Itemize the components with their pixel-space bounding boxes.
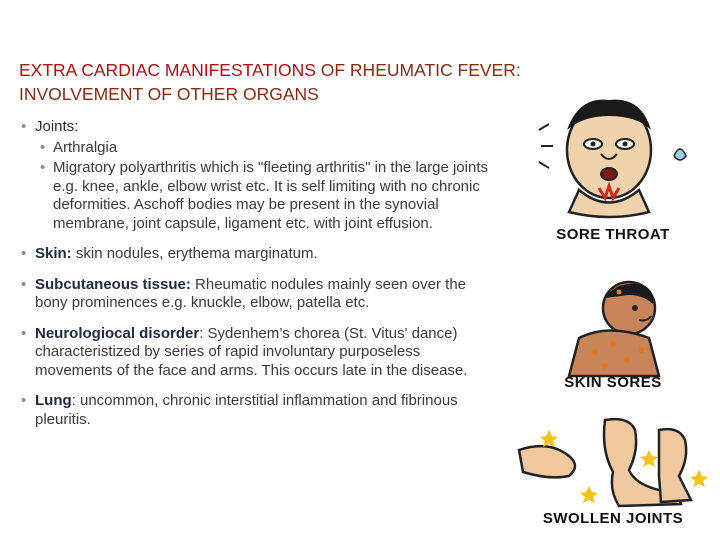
bullet-lung <box>20 392 500 429</box>
skin-sores-panel <box>509 268 717 398</box>
joints-label: Joints <box>35 118 75 135</box>
bullet-dot: • <box>21 275 27 293</box>
skin-label: Skin: <box>35 245 72 262</box>
skin-text: skin nodules, erythema marginatum. <box>71 245 318 262</box>
arthralgia-text: Arthralgia <box>53 138 118 156</box>
skin-sores-caption: SKIN SORES <box>564 374 662 391</box>
swollen-joints-caption: SWOLLEN JOINTS <box>542 510 684 527</box>
lung-label: Lung <box>35 392 72 409</box>
swollen-joints-panel <box>509 410 717 530</box>
skin-sores-illustration <box>509 268 717 378</box>
sore-throat-caption: SORE THROAT <box>556 226 670 243</box>
subcutaneous-label: Subcutaneous tissue: <box>35 275 191 293</box>
joints-sub-list <box>20 139 500 234</box>
subcutaneous-text: Rheumatic nodules mainly seen over the bony prominences e.g. knuckle, elbow, patella etc. <box>35 275 467 311</box>
bullet-skin <box>20 245 500 264</box>
polyarthritis-text: Migratory polyarthritis which is "fleeting arthritis" in the large joints e.g. knee, ankle, elbow wrist etc. It is self limiting with no chronic deformities. Aschoff bodies may be present in the synovial membrane, joint capsule, ligament etc. with joint effusion. <box>53 159 488 232</box>
bullet-dot: • <box>40 159 46 176</box>
sub-bullet-arthralgia <box>20 139 500 158</box>
bullet-dot: • <box>40 138 46 156</box>
bullet-dot: • <box>21 118 27 135</box>
sub-bullet-polyarthritis <box>20 159 500 233</box>
swollen-joints-illustration <box>509 410 717 510</box>
bullet-dot: • <box>21 324 27 342</box>
bullet-dot: • <box>21 392 27 409</box>
neurological-text: : Sydenhem’s chorea (St. Vitus' dance) characteristized by series of rapid involuntary purposeless movements of the face and arms. This occurs late in the disease. <box>35 324 468 379</box>
joints-colon: : <box>74 118 79 135</box>
bullet-joints <box>20 118 500 233</box>
lung-text: : uncommon, chronic interstitial inflammation and fibrinous pleuritis. <box>35 392 458 428</box>
sore-throat-illustration <box>509 90 717 220</box>
illustration-panel <box>509 90 717 530</box>
bullet-subcutaneous <box>20 276 500 313</box>
neurological-label: Neurologiocal disorder <box>35 324 200 342</box>
title-rest: OF RHEUMATIC FEVER: <box>315 60 521 80</box>
sore-throat-panel <box>509 90 717 250</box>
bullet-list <box>20 118 500 441</box>
title-line-2: INVOLVEMENT OF OTHER ORGANS <box>19 84 319 104</box>
bullet-neurological <box>20 325 500 381</box>
bullet-dot: • <box>21 245 27 262</box>
title-emphasis: EXTRA CARDIAC MANIFESTATIONS <box>19 60 316 80</box>
